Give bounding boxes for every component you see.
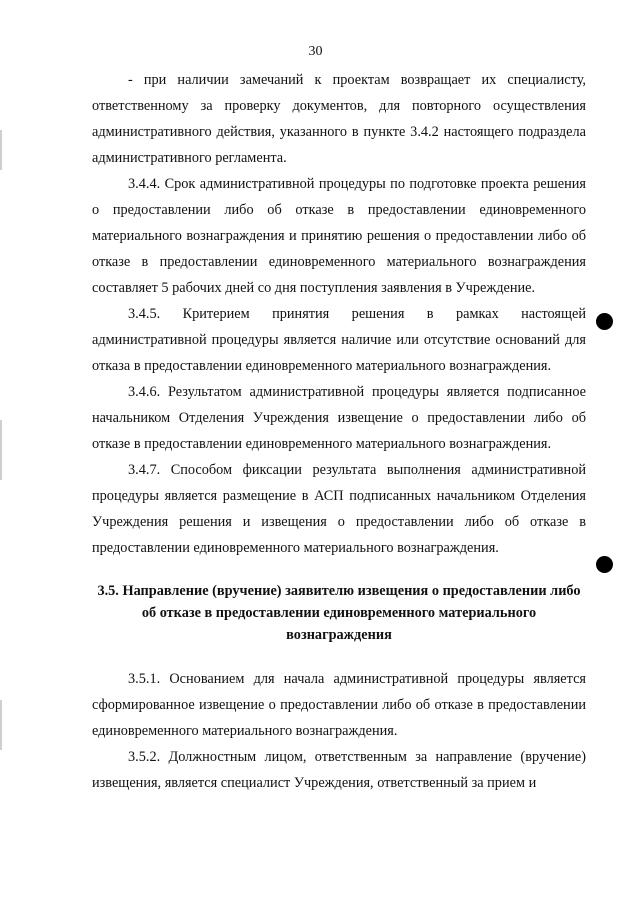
- scan-edge-mark-middle: [0, 420, 2, 480]
- paragraph-3-4-4: 3.4.4. Срок административной процедуры по подготовке проекта решения о предоставлении либо об отказе в предоставлении единовременного материального вознаграждения и принятию решения о предоставлении либо об отказе в предоставлении единовременного материального вознаграждения составляет 5 рабочих дней со дня поступления заявления в Учреждение.: [92, 176, 586, 296]
- scan-edge-mark-lower: [0, 700, 2, 750]
- body-text: [92, 67, 586, 796]
- section-heading-3-5: 3.5. Направление (вручение) заявителю извещения о предоставлении либо об отказе в предоставлении единовременного материального вознаграждения: [97, 583, 581, 643]
- paragraph-3-4-7: 3.4.7. Способом фиксации результата выполнения административной процедуры является размещение в АСП подписанных начальником Отделения Учреждения решения и извещения о предоставлении либо об отказе в предоставлении единовременного материального вознаграждения.: [92, 462, 586, 556]
- punch-hole-lower: [596, 556, 613, 573]
- paragraph-list-item-remarks: - при наличии замечаний к проектам возвращает их специалисту, ответственному за проверку документов, для повторного осуществления административного действия, указанного в пункте 3.4.2 настоящего подраздела административного регламента.: [92, 72, 586, 166]
- paragraph-3-5-2: 3.5.2. Должностным лицом, ответственным за направление (вручение) извещения, является специалист Учреждения, ответственный за прием и: [92, 749, 586, 791]
- page-number: 30: [308, 44, 323, 59]
- punch-hole-upper: [596, 313, 613, 330]
- scan-edge-mark-upper: [0, 130, 2, 170]
- paragraph-3-4-6: 3.4.6. Результатом административной процедуры является подписанное начальником Отделения Учреждения извещение о предоставлении либо об отказе в предоставлении единовременного материального вознаграждения.: [92, 384, 586, 452]
- paragraph-3-4-5: 3.4.5. Критерием принятия решения в рамках настоящей административной процедуры является наличие или отсутствие оснований для отказа в предоставлении единовременного материального вознаграждения.: [92, 306, 586, 374]
- paragraph-3-5-1: 3.5.1. Основанием для начала административной процедуры является сформированное извещение о предоставлении либо об отказе в предоставлении единовременного материального вознаграждения.: [92, 671, 586, 739]
